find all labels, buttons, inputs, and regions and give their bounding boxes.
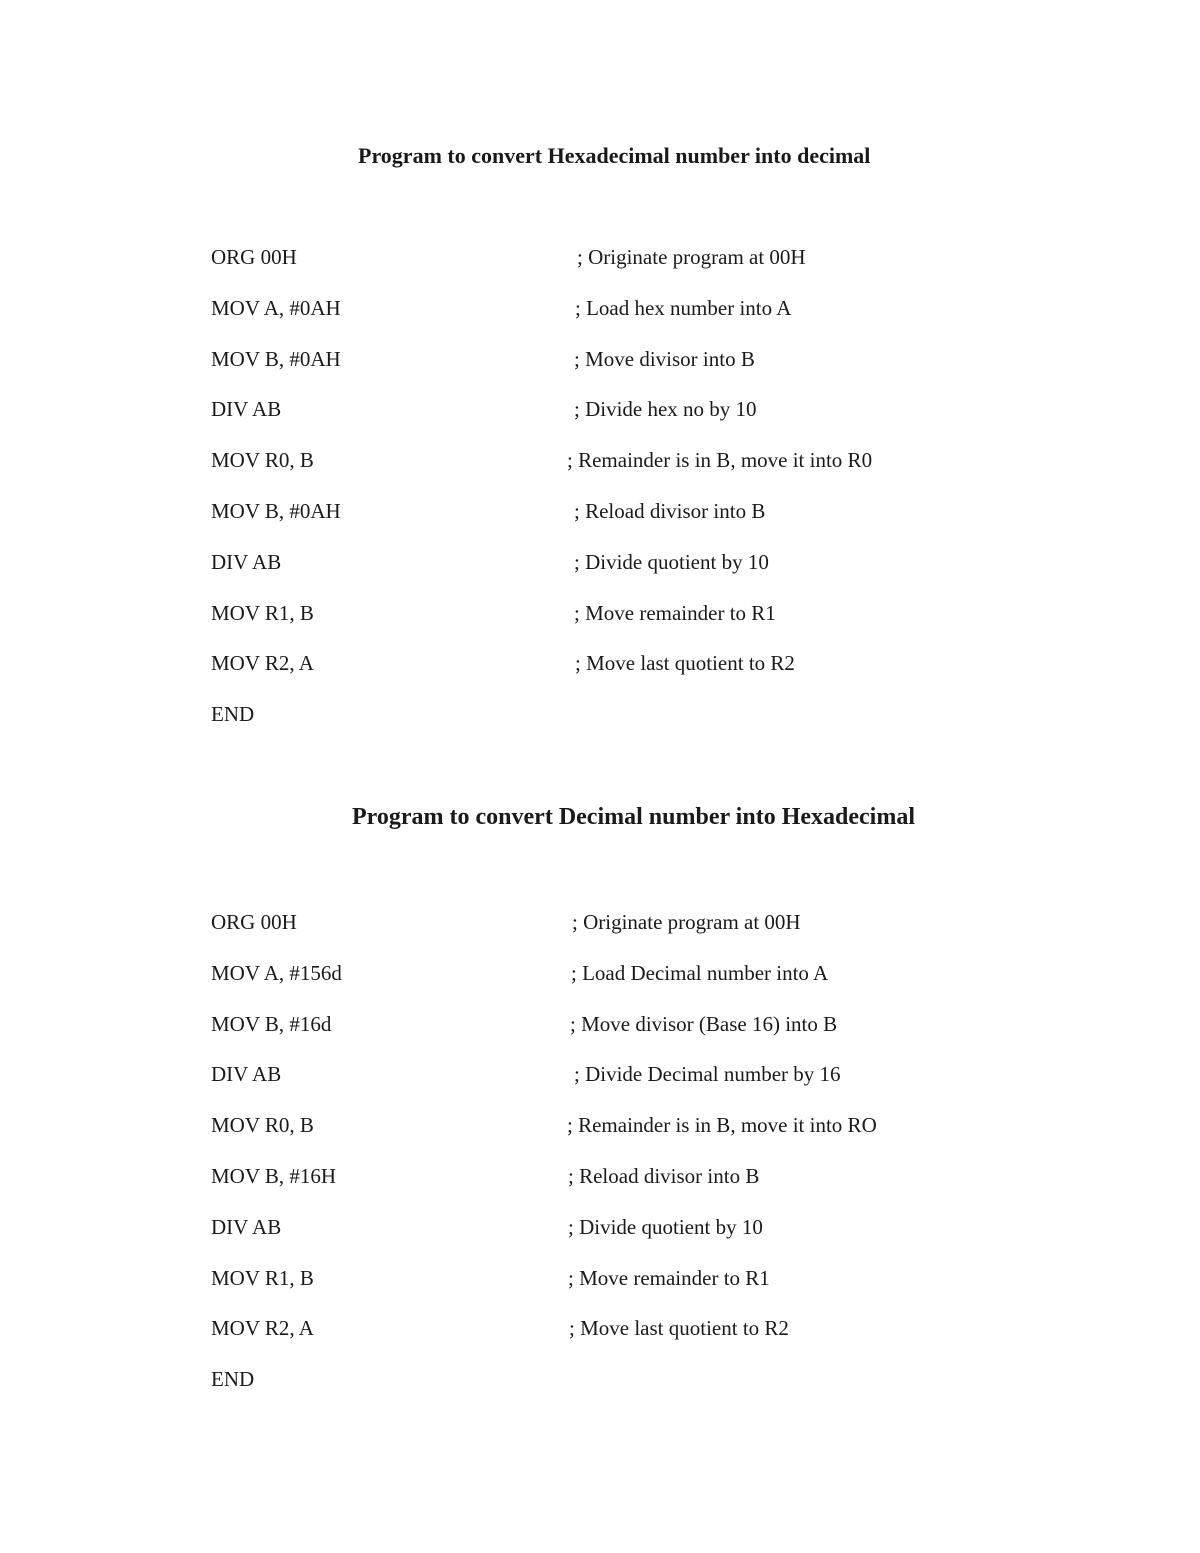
instruction: DIV AB — [211, 1214, 282, 1239]
code-line — [211, 446, 1011, 497]
code-line — [211, 1162, 1011, 1213]
code-line — [211, 497, 1011, 548]
comment: ; Originate program at 00H — [572, 910, 801, 934]
instruction: MOV A, #0AH — [211, 295, 341, 320]
comment: ; Reload divisor into B — [574, 498, 766, 523]
comment: ; Move remainder to R1 — [574, 600, 776, 625]
comment: ; Move divisor into B — [574, 346, 755, 371]
instruction: MOV R0, B — [211, 1113, 314, 1138]
code-line — [211, 1314, 1011, 1365]
comment: ; Move remainder to R1 — [568, 1265, 770, 1290]
comment: ; Load hex number into A — [575, 295, 792, 320]
comment: ; Divide Decimal number by 16 — [574, 1062, 841, 1087]
instruction: MOV B, #0AH — [211, 498, 341, 523]
comment: ; Load Decimal number into A — [571, 960, 829, 985]
instruction: MOV R1, B — [211, 600, 314, 625]
code-line — [211, 649, 1011, 700]
section2-title: Program to convert Decimal number into Hexadecimal — [352, 804, 915, 830]
comment: ; Divide quotient by 10 — [568, 1214, 763, 1239]
code-line — [211, 243, 1011, 294]
instruction: MOV R0, B — [211, 448, 314, 473]
code-line — [211, 700, 1011, 751]
instruction: DIV AB — [211, 397, 282, 422]
instruction: END — [211, 702, 255, 727]
comment: ; Remainder is in B, move it into R0 — [567, 448, 873, 473]
code-line — [211, 1111, 1011, 1162]
code-line — [211, 1060, 1011, 1111]
instruction: MOV R2, A — [211, 651, 314, 676]
code-line — [211, 1365, 1011, 1416]
comment: ; Move last quotient to R2 — [575, 651, 795, 676]
code-line — [211, 908, 1011, 959]
instruction: END — [211, 1367, 255, 1392]
hex-to-decimal-code-block — [211, 243, 1011, 751]
instruction: ORG 00H — [211, 245, 297, 269]
decimal-to-hex-code-block — [211, 908, 1011, 1416]
code-line — [211, 1010, 1011, 1061]
code-line — [211, 294, 1011, 345]
code-line — [211, 1264, 1011, 1315]
comment: ; Move divisor (Base 16) into B — [570, 1011, 838, 1036]
comment: ; Divide hex no by 10 — [574, 397, 757, 422]
code-line — [211, 345, 1011, 396]
comment: ; Originate program at 00H — [577, 245, 806, 269]
comment: ; Move last quotient to R2 — [569, 1316, 789, 1341]
code-line — [211, 599, 1011, 650]
comment: ; Divide quotient by 10 — [574, 549, 769, 574]
code-line — [211, 959, 1011, 1010]
instruction: ORG 00H — [211, 910, 297, 934]
comment: ; Remainder is in B, move it into RO — [567, 1113, 877, 1138]
instruction: MOV B, #16H — [211, 1163, 337, 1188]
code-line — [211, 395, 1011, 446]
instruction: MOV B, #16d — [211, 1011, 332, 1036]
comment: ; Reload divisor into B — [568, 1163, 760, 1188]
instruction: MOV A, #156d — [211, 960, 342, 985]
instruction: MOV R1, B — [211, 1265, 314, 1290]
section1-title: Program to convert Hexadecimal number into decimal — [358, 143, 871, 168]
code-line — [211, 548, 1011, 599]
instruction: MOV B, #0AH — [211, 346, 341, 371]
instruction: DIV AB — [211, 1062, 282, 1087]
instruction: DIV AB — [211, 549, 282, 574]
code-line — [211, 1213, 1011, 1264]
instruction: MOV R2, A — [211, 1316, 314, 1341]
